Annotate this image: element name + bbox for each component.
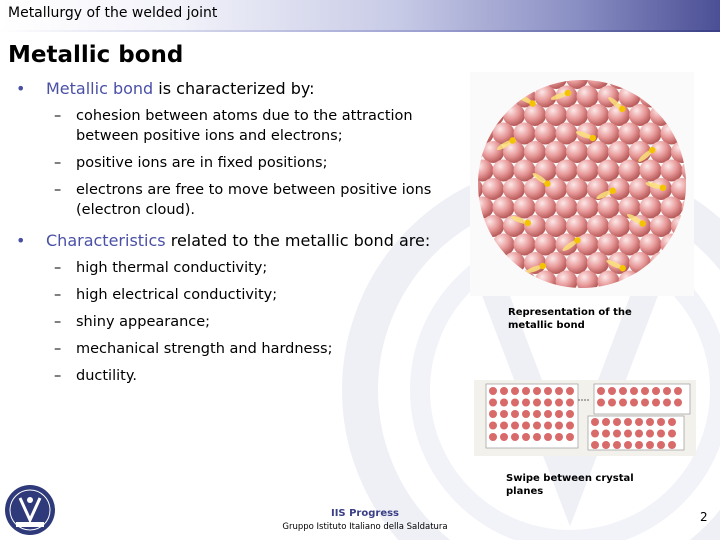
lattice-atom	[544, 433, 552, 441]
lattice-atom	[533, 433, 541, 441]
ion-sphere	[566, 252, 588, 274]
lattice-atom	[652, 399, 660, 407]
lattice-atom	[674, 387, 682, 395]
lattice-atom	[668, 418, 676, 426]
ion-sphere	[577, 197, 599, 219]
lattice-atom	[533, 387, 541, 395]
lattice-atom	[489, 422, 497, 430]
sub-item-text: cohesion between atoms due to the attraction between positive ions and electrons;	[76, 108, 413, 144]
lattice-atom	[608, 399, 616, 407]
lattice-atom	[591, 441, 599, 449]
lattice-atom	[668, 441, 676, 449]
lattice-atom	[663, 399, 671, 407]
ion-sphere	[514, 123, 536, 145]
lattice-atom	[591, 430, 599, 438]
ion-sphere	[587, 104, 609, 126]
ion-sphere	[598, 160, 620, 182]
caption-line: metallic bond	[508, 320, 585, 331]
bullet-lead: Metallic bond	[46, 79, 154, 98]
lattice-atom	[489, 399, 497, 407]
sub-item-text: high thermal conductivity;	[76, 260, 268, 276]
ion-sphere	[598, 123, 620, 145]
footer-subtitle: Gruppo Istituto Italiano della Saldatura	[282, 522, 448, 532]
lattice-atom	[533, 410, 541, 418]
sub-item	[14, 106, 474, 146]
sub-item	[14, 339, 474, 359]
ion-sphere	[503, 178, 525, 200]
caption-line: Swipe between crystal	[506, 473, 634, 484]
ion-sphere	[566, 178, 588, 200]
ion-sphere	[577, 234, 599, 256]
lattice-atom	[646, 441, 654, 449]
bond-figure-caption	[508, 306, 632, 332]
lattice-atom	[511, 422, 519, 430]
lattice-atom	[597, 387, 605, 395]
ion-sphere	[545, 215, 567, 237]
ion-sphere	[577, 86, 599, 108]
lattice-atom	[511, 399, 519, 407]
sub-item-text: ductility.	[76, 368, 137, 384]
ion-sphere	[535, 234, 557, 256]
ion-sphere	[535, 197, 557, 219]
slide-title: Metallic bond	[8, 42, 184, 68]
lattice-atom	[602, 441, 610, 449]
ion-sphere	[514, 197, 536, 219]
lattice-atom	[566, 410, 574, 418]
bullet-item	[14, 78, 474, 100]
footer-organization: IIS Progress	[330, 508, 400, 519]
page-number: 2	[700, 510, 708, 524]
lattice-atom	[511, 433, 519, 441]
ion-sphere	[608, 141, 630, 163]
bullet-icon: •	[16, 231, 26, 250]
lattice-atom	[624, 418, 632, 426]
ion-sphere	[619, 160, 641, 182]
ion-sphere	[629, 104, 651, 126]
ion-sphere	[556, 160, 578, 182]
lattice-atom	[489, 433, 497, 441]
ion-sphere	[661, 160, 683, 182]
lattice-atom	[619, 399, 627, 407]
lattice-atom	[533, 422, 541, 430]
ion-sphere	[524, 141, 546, 163]
dash-icon: –	[54, 182, 62, 198]
bullet-lead: Characteristics	[46, 231, 166, 250]
ion-sphere	[556, 123, 578, 145]
lattice-atom	[555, 387, 563, 395]
bullet-text: related to the metallic bond are:	[165, 231, 431, 250]
lattice-atom	[646, 418, 654, 426]
lattice-atom	[522, 399, 530, 407]
ion-sphere	[577, 160, 599, 182]
sub-item-text: electrons are free to move between positive ions (electron cloud).	[76, 182, 432, 218]
lattice-atom	[613, 441, 621, 449]
lattice-atom	[555, 433, 563, 441]
ion-sphere	[587, 141, 609, 163]
lattice-atom	[635, 441, 643, 449]
dash-icon: –	[54, 368, 62, 384]
lattice-atom	[511, 410, 519, 418]
ion-sphere	[587, 252, 609, 274]
ion-sphere	[545, 252, 567, 274]
sub-item-text: positive ions are in fixed positions;	[76, 155, 328, 171]
sub-item	[14, 258, 474, 278]
lattice-atom	[663, 387, 671, 395]
bullet-icon: •	[16, 79, 26, 98]
lattice-atom	[489, 387, 497, 395]
lattice-atom	[630, 399, 638, 407]
ion-sphere	[493, 160, 515, 182]
sub-item-text: high electrical conductivity;	[76, 287, 278, 303]
ion-sphere	[514, 234, 536, 256]
sub-item-text: shiny appearance;	[76, 314, 211, 330]
ion-sphere	[566, 215, 588, 237]
lattice-atom	[613, 418, 621, 426]
lattice-atom	[522, 422, 530, 430]
lattice-atom	[619, 387, 627, 395]
sub-item	[14, 285, 474, 305]
lattice-atom	[641, 387, 649, 395]
ion-sphere	[619, 234, 641, 256]
lattice-atom	[522, 410, 530, 418]
ion-sphere	[640, 234, 662, 256]
sub-item-text: mechanical strength and hardness;	[76, 341, 333, 357]
lattice-atom	[602, 430, 610, 438]
lattice-atom	[674, 399, 682, 407]
ion-sphere	[524, 104, 546, 126]
lattice-atom	[624, 441, 632, 449]
lattice-atom	[657, 430, 665, 438]
lattice-atom	[544, 387, 552, 395]
dash-icon: –	[54, 108, 62, 124]
lattice-atom	[555, 422, 563, 430]
lattice-atom	[652, 387, 660, 395]
ion-sphere	[556, 197, 578, 219]
sub-item	[14, 153, 474, 173]
lattice-atom	[657, 418, 665, 426]
lattice-atom	[500, 399, 508, 407]
ion-sphere	[619, 123, 641, 145]
ion-sphere	[640, 197, 662, 219]
crystal-planes-illustration	[474, 380, 696, 456]
ion-sphere	[566, 141, 588, 163]
sub-item	[14, 366, 474, 386]
dash-icon: –	[54, 341, 62, 357]
lattice-atom	[522, 387, 530, 395]
ion-sphere	[587, 215, 609, 237]
lattice-atom	[544, 399, 552, 407]
lattice-atom	[500, 433, 508, 441]
ion-sphere	[493, 197, 515, 219]
ion-sphere	[629, 178, 651, 200]
header-divider	[0, 30, 720, 32]
ion-sphere	[535, 123, 557, 145]
lattice-atom	[566, 433, 574, 441]
lattice-atom	[657, 441, 665, 449]
lattice-atom	[608, 387, 616, 395]
ion-sphere	[650, 215, 672, 237]
ion-sphere	[545, 104, 567, 126]
lattice-atom	[602, 418, 610, 426]
lattice-atom	[668, 430, 676, 438]
lattice-atom	[630, 387, 638, 395]
bullet-text: is characterized by:	[153, 79, 315, 98]
lattice-atom	[635, 418, 643, 426]
sub-item	[14, 180, 474, 220]
bullet-item	[14, 230, 474, 252]
lattice-atom	[533, 399, 541, 407]
ion-sphere	[566, 104, 588, 126]
crystal-figure-caption	[506, 472, 634, 498]
caption-line: planes	[506, 486, 544, 497]
dash-icon: –	[54, 260, 62, 276]
lattice-atom	[624, 430, 632, 438]
caption-line: Representation of the	[508, 307, 632, 318]
dash-icon: –	[54, 287, 62, 303]
ion-sphere	[640, 123, 662, 145]
sub-item	[14, 312, 474, 332]
header-title: Metallurgy of the welded joint	[8, 5, 218, 21]
dash-icon: –	[54, 314, 62, 330]
ion-sphere	[598, 234, 620, 256]
lattice-atom	[511, 387, 519, 395]
ion-sphere	[608, 215, 630, 237]
lattice-atom	[500, 422, 508, 430]
lattice-atom	[566, 387, 574, 395]
dash-icon: –	[54, 155, 62, 171]
ion-sphere	[514, 160, 536, 182]
lattice-atom	[555, 410, 563, 418]
metallic-bond-illustration	[470, 72, 694, 296]
lattice-atom	[500, 410, 508, 418]
ion-sphere	[640, 160, 662, 182]
lattice-atom	[566, 422, 574, 430]
lattice-atom	[544, 410, 552, 418]
lattice-atom	[489, 410, 497, 418]
lattice-atom	[597, 399, 605, 407]
lattice-atom	[635, 430, 643, 438]
lattice-atom	[522, 433, 530, 441]
ion-sphere	[661, 197, 683, 219]
ion-sphere	[598, 197, 620, 219]
ion-sphere	[482, 178, 504, 200]
lattice-atom	[613, 430, 621, 438]
lattice-atom	[591, 418, 599, 426]
lattice-atom	[641, 399, 649, 407]
lattice-atom	[555, 399, 563, 407]
bullet-list	[14, 78, 474, 393]
ion-sphere	[545, 141, 567, 163]
lattice-atom	[646, 430, 654, 438]
iis-logo	[4, 484, 56, 536]
lattice-atom	[544, 422, 552, 430]
lattice-atom	[500, 387, 508, 395]
lattice-atom	[566, 399, 574, 407]
